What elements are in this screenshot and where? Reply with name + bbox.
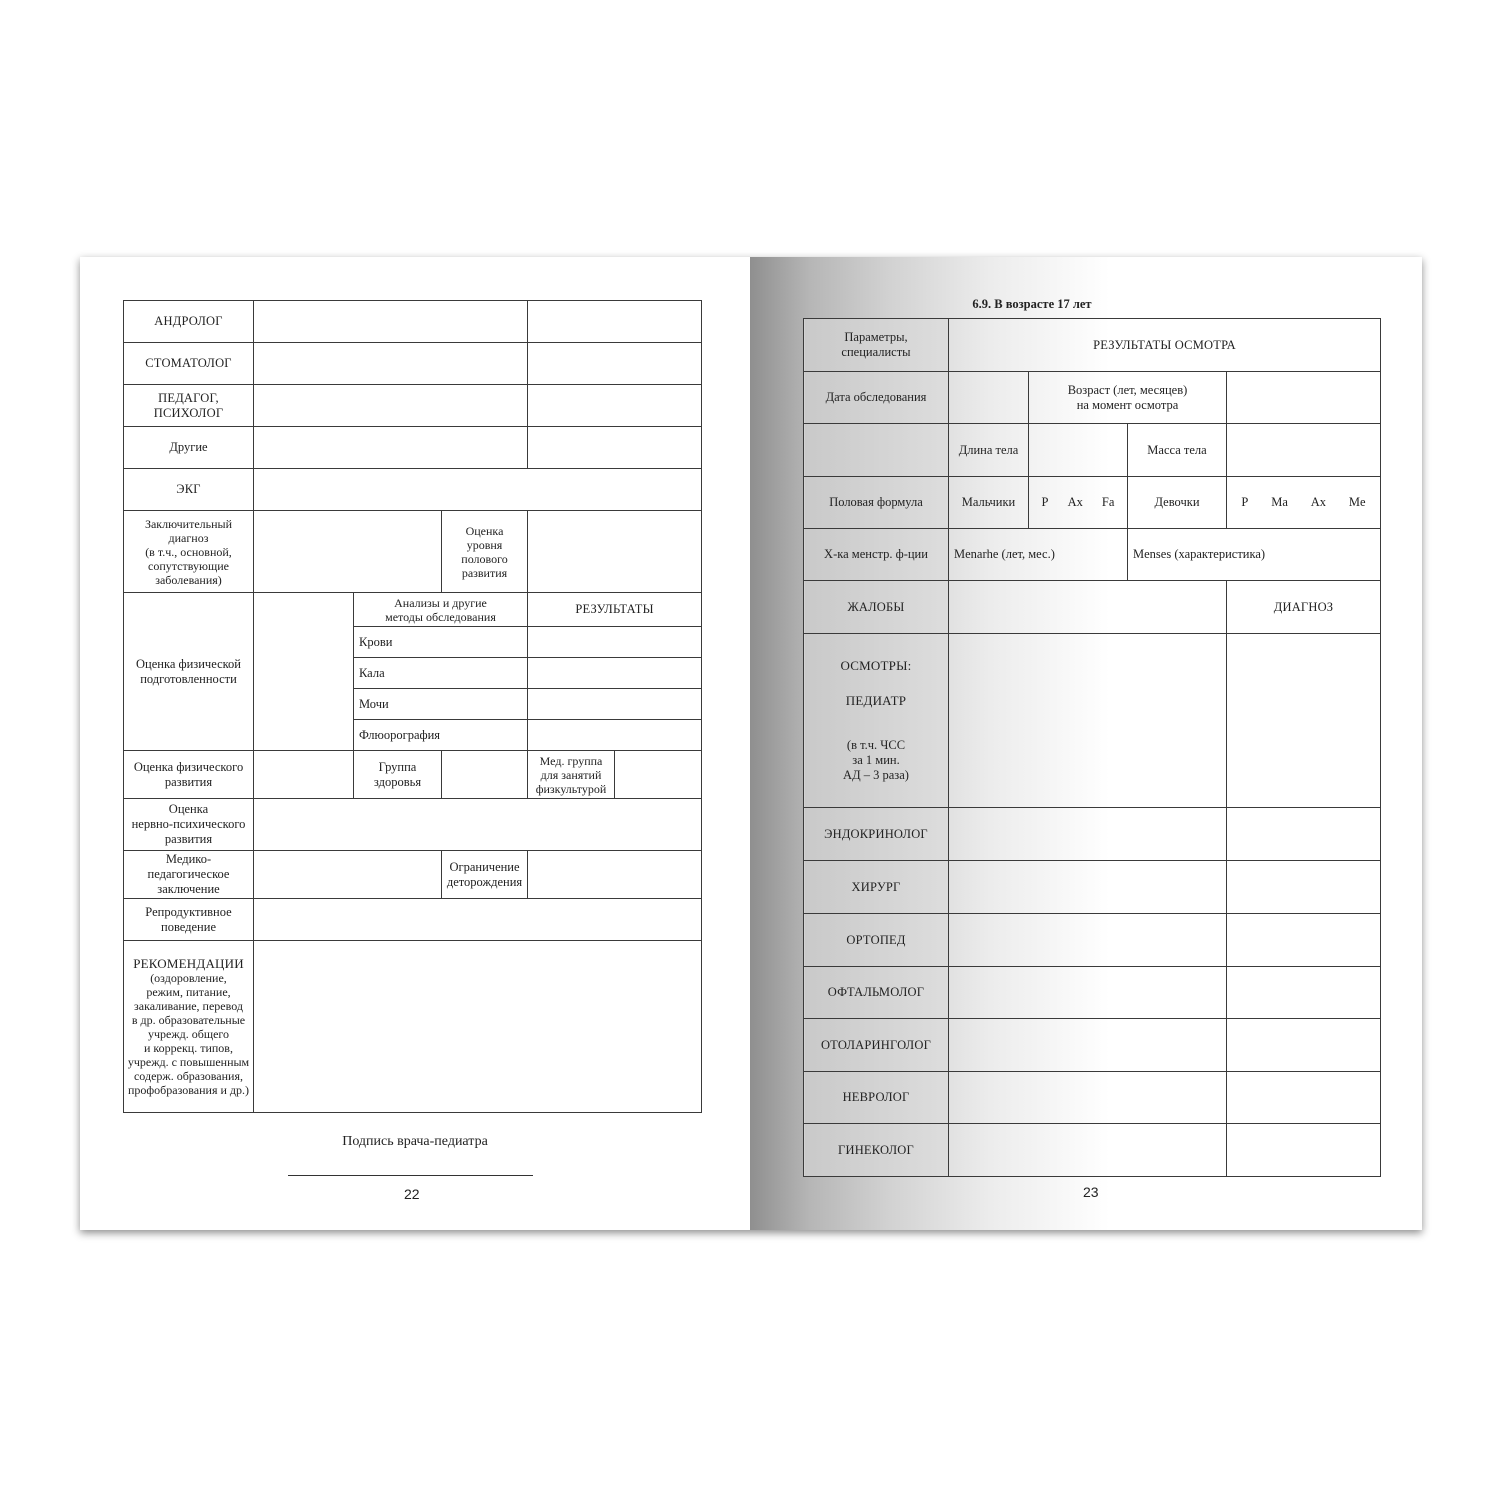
recommend-line: учрежд. общего	[147, 1026, 230, 1041]
sex-formula-label: Половая формула	[804, 477, 949, 529]
med-group-label	[528, 751, 615, 799]
exam-results-header: РЕЗУЛЬТАТЫ ОСМОТРА	[949, 319, 1381, 372]
final-diagnosis-label	[124, 511, 254, 593]
weight-field[interactable]	[1227, 424, 1381, 477]
med-ped-conclusion-label	[124, 851, 254, 899]
specialist-label-endocrinologist: ЭНДОКРИНОЛОГ	[804, 808, 949, 861]
boys-label: Мальчики	[949, 477, 1029, 529]
specialist-label-orthopedist: ОРТОПЕД	[804, 914, 949, 967]
anthropometry-label	[804, 424, 949, 477]
test-urine-label: Мочи	[354, 689, 528, 720]
girls-formula-field[interactable]	[1227, 477, 1381, 529]
recommend-line: учрежд. с повышенным	[127, 1054, 250, 1069]
childbirth-limit-line: деторождения	[446, 874, 523, 889]
med-ped-line: педагогическое	[147, 867, 230, 881]
med-group-field[interactable]	[615, 751, 702, 799]
phys-development-field[interactable]	[254, 751, 354, 799]
childbirth-limit-line: Ограничение	[449, 859, 520, 874]
pedagog-diagnosis-field[interactable]	[528, 385, 702, 427]
health-group-line: Группа	[378, 759, 417, 774]
boys-code-p: P	[1041, 495, 1049, 509]
neuro-development-label	[124, 799, 254, 851]
andrologist-result-field[interactable]	[254, 301, 528, 343]
age-line: Возраст (лет, месяцев)	[1067, 382, 1188, 397]
final-diag-line: заболевания)	[155, 572, 222, 587]
weight-label: Масса тела	[1128, 424, 1227, 477]
ophthalmologist-result-field[interactable]	[949, 967, 1227, 1019]
recommend-line: режим, питание,	[146, 984, 231, 999]
pedagog-line-2: ПСИХОЛОГ	[153, 405, 224, 420]
final-diag-line: сопутствующие	[148, 558, 229, 573]
recommend-line: (оздоровление,	[150, 970, 227, 985]
neuro-development-field[interactable]	[254, 799, 702, 851]
test-blood-label: Крови	[354, 627, 528, 658]
test-stool-label: Кала	[354, 658, 528, 689]
menstrual-function-label: Х-ка менстр. ф-ции	[804, 529, 949, 581]
neuro-dev-line: развития	[164, 832, 213, 846]
phys-development-label	[124, 751, 254, 799]
ped-note-line: (в т.ч. ЧСС	[846, 738, 906, 752]
otolaryngologist-diagnosis-field[interactable]	[1227, 1019, 1381, 1072]
sex-dev-line: полового	[461, 551, 508, 566]
complaints-field[interactable]	[949, 581, 1227, 634]
specialist-label-otolaryngologist: ОТОЛАРИНГОЛОГ	[804, 1019, 949, 1072]
recommendations-label	[124, 941, 254, 1113]
ecg-field[interactable]	[254, 469, 702, 511]
tests-header-line: методы обследования	[385, 609, 496, 624]
signature-line[interactable]	[288, 1175, 533, 1176]
recommend-line: закаливание, перевод	[134, 998, 243, 1013]
boys-code-fa: Fa	[1101, 495, 1115, 509]
ophthalmologist-diagnosis-field[interactable]	[1227, 967, 1381, 1019]
row-label-pedagog	[124, 385, 254, 427]
med-group-line: физкультурой	[535, 781, 607, 796]
orthopedist-result-field[interactable]	[949, 914, 1227, 967]
repro-line: поведение	[161, 919, 216, 934]
exam-date-field[interactable]	[949, 372, 1029, 424]
med-ped-line: заключение	[157, 882, 220, 896]
height-label: Длина тела	[949, 424, 1029, 477]
med-group-line: Мед. группа	[539, 753, 603, 768]
pedagog-result-field[interactable]	[254, 385, 528, 427]
recommend-title: РЕКОМЕНДАЦИИ	[133, 955, 244, 971]
row-label-dentist: СТОМАТОЛОГ	[124, 343, 254, 385]
age-field[interactable]	[1227, 372, 1381, 424]
otolaryngologist-result-field[interactable]	[949, 1019, 1227, 1072]
sex-development-field[interactable]	[528, 511, 702, 593]
phys-fitness-line: Оценка физической	[136, 656, 241, 671]
age-label	[1029, 372, 1227, 424]
params-line: специалисты	[841, 345, 911, 359]
reproductive-behavior-field[interactable]	[254, 899, 702, 941]
tests-header-line: Анализы и другие	[394, 595, 487, 610]
test-fluoro-result[interactable]	[528, 720, 702, 751]
menses-field[interactable]: Menses (характеристика)	[1128, 529, 1381, 581]
diagnosis-header: ДИАГНОЗ	[1227, 581, 1381, 634]
others-diagnosis-field[interactable]	[528, 427, 702, 469]
boys-code-ax: Ax	[1067, 495, 1083, 509]
endocrinologist-result-field[interactable]	[949, 808, 1227, 861]
sex-dev-line: уровня	[466, 537, 503, 552]
age-line: на момент осмотра	[1076, 397, 1179, 412]
ped-note-line: АД – 3 раза)	[843, 768, 909, 782]
phys-fitness-line: подготовленности	[140, 671, 237, 686]
girls-label: Девочки	[1128, 477, 1227, 529]
med-group-line: для занятий	[540, 767, 602, 782]
girls-code-ax: Ax	[1310, 495, 1327, 509]
test-fluoro-label: Флюорография	[354, 720, 528, 751]
neurologist-diagnosis-field[interactable]	[1227, 1072, 1381, 1124]
specialist-label-ophthalmologist: ОФТАЛЬМОЛОГ	[804, 967, 949, 1019]
health-group-field[interactable]	[442, 751, 528, 799]
pediatrician-label	[804, 634, 949, 808]
recommend-line: в др. образовательные	[131, 1012, 246, 1027]
pedagog-line-1: ПЕДАГОГ,	[158, 390, 219, 405]
med-ped-conclusion-field[interactable]	[254, 851, 442, 899]
health-group-label	[354, 751, 442, 799]
phys-fitness-label	[124, 593, 254, 751]
row-label-others: Другие	[124, 427, 254, 469]
params-header	[804, 319, 949, 372]
recommend-line: и коррекц. типов,	[144, 1040, 233, 1055]
sex-dev-line: развития	[461, 565, 508, 580]
pediatrician-title: ПЕДИАТР	[845, 693, 907, 708]
sex-development-label	[442, 511, 528, 593]
final-diag-line: диагноз	[168, 530, 209, 545]
specialist-label-surgeon: ХИРУРГ	[804, 861, 949, 914]
right-form-table	[803, 318, 1381, 1177]
sex-dev-line: Оценка	[465, 523, 504, 538]
dentist-diagnosis-field[interactable]	[528, 343, 702, 385]
params-line: Параметры,	[844, 330, 908, 344]
height-field[interactable]	[1029, 424, 1128, 477]
exam-date-label: Дата обследования	[804, 372, 949, 424]
phys-dev-line: развития	[164, 774, 213, 789]
dentist-result-field[interactable]	[254, 343, 528, 385]
girls-code-p: P	[1241, 495, 1249, 509]
endocrinologist-diagnosis-field[interactable]	[1227, 808, 1381, 861]
recommendations-field[interactable]	[254, 941, 702, 1113]
page-number-left: 22	[404, 1186, 420, 1202]
gynecologist-result-field[interactable]	[949, 1124, 1227, 1177]
complaints-label: ЖАЛОБЫ	[804, 581, 949, 634]
surgeon-diagnosis-field[interactable]	[1227, 861, 1381, 914]
neurologist-result-field[interactable]	[949, 1072, 1227, 1124]
surgeon-result-field[interactable]	[949, 861, 1227, 914]
specialist-label-gynecologist: ГИНЕКОЛОГ	[804, 1124, 949, 1177]
test-stool-result[interactable]	[528, 658, 702, 689]
pediatrician-result-field[interactable]	[949, 634, 1227, 808]
signature-label: Подпись врача-педиатра	[342, 1134, 488, 1149]
row-label-andrologist: АНДРОЛОГ	[124, 301, 254, 343]
andrologist-diagnosis-field[interactable]	[528, 301, 702, 343]
neuro-dev-line: нервно-психического	[131, 817, 246, 831]
section-caption: 6.9. В возрасте 17 лет	[972, 297, 1092, 311]
recommend-line: содерж. образования,	[133, 1068, 243, 1083]
final-diagnosis-field[interactable]	[254, 511, 442, 593]
repro-line: Репродуктивное	[145, 904, 232, 919]
phys-fitness-field[interactable]	[254, 593, 354, 751]
gynecologist-diagnosis-field[interactable]	[1227, 1124, 1381, 1177]
page-number-right: 23	[1083, 1184, 1099, 1200]
final-diag-line: (в т.ч., основной,	[145, 544, 232, 559]
pediatrician-diagnosis-field[interactable]	[1227, 634, 1381, 808]
others-result-field[interactable]	[254, 427, 528, 469]
orthopedist-diagnosis-field[interactable]	[1227, 914, 1381, 967]
tests-header	[354, 593, 528, 627]
health-group-line: здоровья	[373, 774, 422, 789]
girls-code-me: Me	[1348, 495, 1366, 509]
row-label-ecg: ЭКГ	[124, 469, 254, 511]
final-diag-line: Заключительный	[144, 516, 233, 531]
childbirth-limit-field[interactable]	[528, 851, 702, 899]
med-ped-line: Медико-	[165, 852, 212, 866]
specialist-label-neurologist: НЕВРОЛОГ	[804, 1072, 949, 1124]
left-form-table	[123, 300, 702, 1113]
boys-formula-field[interactable]	[1029, 477, 1128, 529]
test-urine-result[interactable]	[528, 689, 702, 720]
test-blood-result[interactable]	[528, 627, 702, 658]
ped-note-line: за 1 мин.	[852, 753, 900, 767]
phys-dev-line: Оценка физического	[133, 759, 244, 774]
recommend-line: профобразования и др.)	[127, 1082, 250, 1097]
exams-title: ОСМОТРЫ:	[840, 658, 912, 673]
results-header: РЕЗУЛЬТАТЫ	[528, 593, 702, 627]
childbirth-limit-label	[442, 851, 528, 899]
reproductive-behavior-label	[124, 899, 254, 941]
neuro-dev-line: Оценка	[168, 802, 209, 816]
menarhe-field[interactable]: Menarhe (лет, мес.)	[949, 529, 1128, 581]
girls-code-ma: Ma	[1271, 495, 1288, 509]
